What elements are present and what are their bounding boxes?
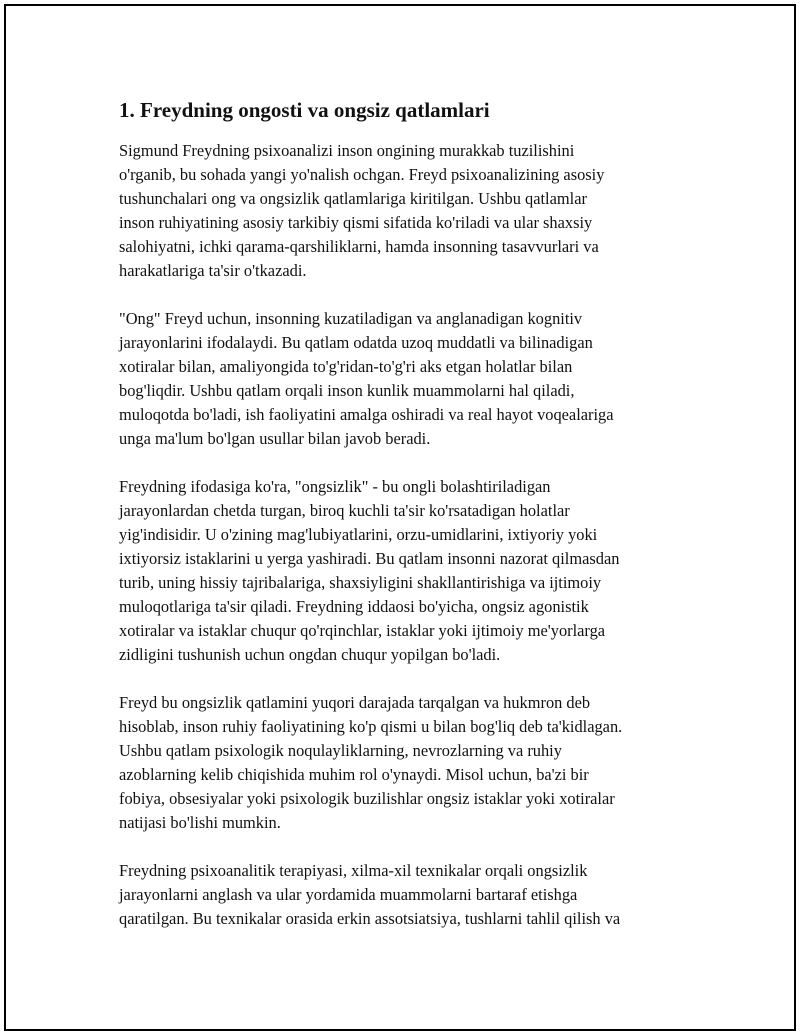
document-page <box>4 4 796 1031</box>
paragraph-line: xotiralar bilan, amaliyongida to'g'ridan-to'g'ri aks etgan holatlar bilan <box>119 357 573 376</box>
paragraph-line: o'rganib, bu sohada yangi yo'nalish ochgan. Freyd psixoanalizining asosiy <box>119 165 605 184</box>
paragraph-line: inson ruhiyatining asosiy tarkibiy qismi sifatida ko'riladi va ular shaxsiy <box>119 213 593 232</box>
paragraph <box>119 475 694 667</box>
paragraph-line: turib, uning hissiy tajribalariga, shaxsiyligini shakllantirishiga va ijtimoiy <box>119 573 602 592</box>
paragraph-line: harakatlariga ta'sir o'tkazadi. <box>119 261 307 280</box>
paragraph-line: azoblarning kelib chiqishida muhim rol o'ynaydi. Misol uchun, ba'zi bir <box>119 765 589 784</box>
paragraph-line: unga ma'lum bo'lgan usullar bilan javob beradi. <box>119 429 431 448</box>
paragraph-line: Freyd bu ongsizlik qatlamini yuqori darajada tarqalgan va hukmron deb <box>119 693 591 712</box>
paragraph <box>119 691 694 835</box>
paragraphs-container <box>119 139 694 931</box>
paragraph-line: yig'indisidir. U o'zining mag'lubiyatlarini, orzu-umidlarini, ixtiyoriy yoki <box>119 525 598 544</box>
paragraph-line: fobiya, obsesiyalar yoki psixologik buzilishlar ongsiz istaklar yoki xotiralar <box>119 789 615 808</box>
paragraph-line: Sigmund Freydning psixoanalizi inson ongining murakkab tuzilishini <box>119 141 575 160</box>
paragraph-line: xotiralar va istaklar chuqur qo'rqinchlar, istaklar yoki ijtimoiy me'yorlarga <box>119 621 606 640</box>
paragraph-line: "Ong" Freyd uchun, insonning kuzatiladigan va anglanadigan kognitiv <box>119 309 583 328</box>
paragraph-line: bog'liqdir. Ushbu qatlam orqali inson kunlik muammolarni hal qiladi, <box>119 381 575 400</box>
section-heading: 1. Freydning ongosti va ongsiz qatlamlari <box>119 98 490 122</box>
paragraph-line: Freydning ifodasiga ko'ra, "ongsizlik" - bu ongli bolashtiriladigan <box>119 477 551 496</box>
paragraph-line: jarayonlardan chetda turgan, biroq kuchli ta'sir ko'rsatadigan holatlar <box>119 501 570 520</box>
paragraph-line: muloqotda bo'ladi, ish faoliyatini amalga oshiradi va real hayot voqealariga <box>119 405 614 424</box>
paragraph-line: qaratilgan. Bu texnikalar orasida erkin assotsiatsiya, tushlarni tahlil qilish va <box>119 909 621 928</box>
paragraph-line: zidligini tushunish uchun ongdan chuqur yopilgan bo'ladi. <box>119 645 501 664</box>
paragraph-line: muloqotlariga ta'sir qiladi. Freydning iddaosi bo'yicha, ongsiz agonistik <box>119 597 589 616</box>
paragraph-line: ixtiyorsiz istaklarini u yerga yashiradi. Bu qatlam insonni nazorat qilmasdan <box>119 549 620 568</box>
paragraph <box>119 139 694 283</box>
paragraph-line: salohiyatni, ichki qarama-qarshiliklarni, hamda insonning tasavvurlari va <box>119 237 599 256</box>
paragraph-line: Ushbu qatlam psixologik noqulayliklarning, nevrozlarning va ruhiy <box>119 741 562 760</box>
paragraph-line: hisoblab, inson ruhiy faoliyatining ko'p qismi u bilan bog'liq deb ta'kidlagan. <box>119 717 623 736</box>
paragraph-line: tushunchalari ong va ongsizlik qatlamlariga kiritilgan. Ushbu qatlamlar <box>119 189 587 208</box>
paragraph <box>119 859 694 931</box>
paragraph-line: Freydning psixoanalitik terapiyasi, xilma-xil texnikalar orqali ongsizlik <box>119 861 588 880</box>
document-body <box>119 97 694 955</box>
paragraph-line: natijasi bo'lishi mumkin. <box>119 813 281 832</box>
paragraph-line: jarayonlarini ifodalaydi. Bu qatlam odatda uzoq muddatli va bilinadigan <box>119 333 593 352</box>
paragraph <box>119 307 694 451</box>
paragraph-line: jarayonlarni anglash va ular yordamida muammolarni bartaraf etishga <box>119 885 578 904</box>
